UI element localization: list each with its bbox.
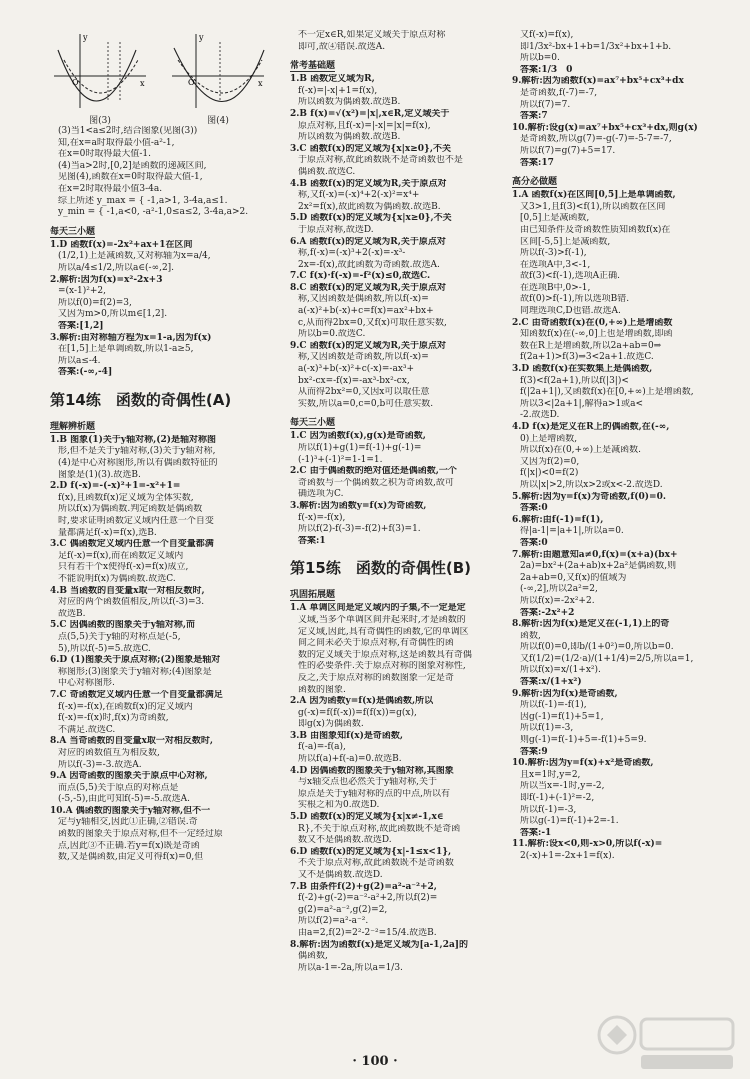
text-line: 又f(1/2)=(1/2·a)/(1+1/4)=2/5,所以a=1, (520, 653, 694, 664)
text-line: 故f(0)>f(-1),所以选项B错. (520, 294, 630, 305)
parabola-graph-4 (168, 30, 268, 114)
text-line: (-∞,2],所以2a²=2, (520, 584, 598, 595)
text-line: 同理选项C,D也错.故选A. (520, 306, 621, 317)
text-line: 在选项A中,3<-1, (520, 259, 591, 270)
text-line: 由已知条件及奇函数性质知函数f(x)在 (520, 224, 671, 235)
text-line: 2.D f(-x)=-(-x)²+1=-x²+1= (50, 481, 181, 492)
text-line: 函数的图象关于原点对称,但不一定经过原 (58, 829, 223, 840)
text-line: 7.C 奇函数定义域内任意一个自变量都满足 (50, 689, 223, 700)
text-line: 所以f(-3)=-3.故选A. (58, 759, 142, 770)
text-line: 称图形;(3)图象关于y轴对称;(4)图象是 (58, 666, 212, 677)
text-line: 点(5,5)关于y轴的对称点是(-5, (58, 631, 181, 642)
text-line: a(-x)³+b(-x)²+c(-x)=-ax³+ (298, 364, 415, 375)
text-line: 故选B. (58, 608, 86, 619)
text-line: 又因为m>0,所以m∈[1,2]. (58, 309, 168, 320)
text-line: 2x=-f(x),故此函数为奇函数.故选A. (298, 259, 440, 270)
answer-block (50, 240, 286, 379)
y-axis-label: y (199, 33, 204, 42)
text-line: 答案:[1,2] (58, 320, 104, 331)
text-line: 在[1,5]上是单调函数,所以1-a≥5, (58, 344, 194, 355)
text-line: 综上所述 y_max = { -1,a>1, 3-4a,a≤1. (58, 195, 228, 206)
text-line: 答案:-2x²+2 (520, 607, 575, 618)
text-line: f(3)<f(2a+1),所以f(|3|)< (520, 375, 629, 386)
text-line: 只有若干个x使得f(-x)=f(x)成立, (58, 562, 189, 573)
section-heading: 理解辨析题 (50, 419, 95, 433)
figure-row (50, 30, 286, 126)
parabola-graph-3 (50, 30, 150, 114)
text-line: 答案:9 (520, 746, 548, 757)
text-line: f(-a)=-f(a), (298, 742, 346, 753)
answer-block (512, 190, 740, 862)
text-line: f(-x)=-f(x),在函数f(x)的定义域内 (58, 701, 193, 712)
text-line: 函数的图象. (298, 684, 346, 695)
text-line: 所以f(7)=g(7)+5=17. (520, 145, 616, 156)
text-line: a(-x)²+b(-x)+c=f(x)=ax²+bx+ (298, 306, 434, 317)
chapter-title: 第14练 函数的奇偶性(A) (50, 390, 232, 409)
text-line: (-5,-5),由此可知f(-5)=-5.故选A. (58, 794, 190, 805)
text-line: 7.C f(x)·f(-x)=-f²(x)≤0,故选C. (290, 271, 431, 282)
text-line: 奇函数与一个偶函数之积为奇函数,故可 (298, 477, 454, 488)
text-line: 区间[-5,5]上是减函数, (520, 236, 611, 247)
text-line: 2x²=f(x),故此函数为偶函数.故选B. (298, 201, 441, 212)
text-line: 所以f(0)=f(2)=3, (58, 297, 132, 308)
text-line: 又3>1,且f(3)<f(1),所以函数在区间 (520, 201, 666, 212)
text-line: 确选项为C. (298, 489, 344, 500)
text-line: 8.C 函数f(x)的定义域为R,关于原点对 (290, 282, 447, 293)
text-line: 数,又是偶函数,由定义可得f(x)=0,但 (58, 852, 204, 863)
text-line: 2.C 由奇函数f(x)在(0,+∞)上是增函数 (512, 317, 673, 328)
text-line: 所以f(-1)=-3, (520, 804, 577, 815)
text-line: 3.解析:由对称轴方程为x=1-a,因为f(x) (50, 332, 212, 343)
text-line: 不一定x∈R,如果定义域关于原点对称 (298, 30, 446, 40)
text-line: 8.解析:因为函数f(x)是定义域为[a-1,2a]的 (290, 939, 469, 950)
text-line: 是奇函数,f(-7)=-7, (520, 87, 598, 98)
text-line: 1.C 因为函数f(x),g(x)是奇函数, (290, 431, 426, 442)
text-line: 实根之和为0.故选D. (298, 800, 380, 811)
text-line: 答案:7 (520, 111, 548, 122)
text-line: 点,因此③不正确.若y=f(x)既是奇函 (58, 840, 200, 851)
figure-4-caption: 图(4) (207, 116, 229, 126)
text-line: 9.解析:因为函数f(x)=ax⁷+bx⁵+cx³+dx (512, 76, 684, 87)
text-line: 所以f(x)=x/(1+x²). (520, 665, 601, 676)
text-line: 即1/3x²-bx+1+b=1/3x²+bx+1+b. (520, 41, 672, 52)
text-line: 又不是偶函数.故选D. (298, 870, 383, 880)
text-line: 3.C 偶函数定义域内任意一个自变量都满 (50, 539, 214, 550)
text-line: 4.B 当函数的自变量x取一对相反数时, (50, 585, 205, 596)
text-line: g(-x)=f(f(-x))=f(f(x))=g(x), (298, 707, 417, 718)
text-line: 4.B 函数f(x)的定义域为R,关于原点对 (290, 178, 447, 189)
text-line: 数在R上是增函数,所以2a+ab=0⇒ (520, 340, 662, 351)
text-line: 11.解析:设x<0,则-x>0,所以f(-x)= (512, 839, 663, 850)
answer-block (50, 435, 286, 864)
text-line: 中心对称图形. (58, 678, 115, 689)
text-line: f(x),且函数f(x)定义域为全体实数, (58, 492, 194, 503)
text-line: 因g(-1)=f(1)+5=1, (520, 711, 604, 722)
text-line: 所以a/4≤1/2,所以a∈(-∞,2]. (58, 262, 175, 273)
text-line: f(2a+1)>f(3)⇒3<2a+1.故选C. (520, 352, 654, 363)
text-line: (3)当1<a≤2时,结合图象(见图(3)) (58, 126, 198, 136)
answer-block (512, 30, 740, 169)
text-line: 2(-x)+1=-2x+1=f(x). (520, 850, 615, 861)
text-line: 2.解析:因为f(x)=x²-2x+3 (50, 274, 163, 285)
origin-label: O (72, 78, 79, 87)
text-line: 2a)=bx²+(2a+ab)x+2a²是偶函数,则 (520, 561, 677, 572)
text-line: 3.D 函数f(x)在实数集上是偶函数, (512, 364, 653, 375)
text-block (290, 30, 508, 53)
watermark-logo (595, 1005, 740, 1075)
text-line: 所以b=0.故选C. (298, 329, 366, 340)
text-line: 所以f(a)+f(-a)=0.故选B. (298, 754, 402, 765)
text-line: 与x轴交点也必然关于y轴对称,关于 (298, 777, 438, 788)
text-line: 知,在x=a时取得最小值-a²-1, (58, 137, 175, 148)
text-line: 5.D 函数f(x)的定义域为{x|x≥0},不关 (290, 213, 452, 224)
text-line: 4.D 因偶函数的图象关于y轴对称,其图象 (290, 765, 454, 776)
text-block (50, 126, 286, 219)
text-line: 答案:17 (520, 157, 554, 168)
text-line: 又因为f(2)=0, (520, 456, 580, 467)
text-line: 原点对称,且f(-x)=|-x|=|x|=f(x), (298, 120, 431, 131)
text-line: 不关于原点对称,故此函数既不是奇函数 (298, 858, 454, 869)
text-line: 答案:0 (520, 537, 548, 548)
figure-3-caption: 图(3) (89, 116, 111, 126)
text-line: f(-x)=|-x|+1=f(x), (298, 85, 378, 96)
text-line: 所以f(x)=-2x²+2. (520, 595, 595, 606)
text-line: 7.解析:由题意知a≠0,f(x)=(x+a)(bx+ (512, 549, 678, 560)
text-line: 定义域,因此,具有奇偶性的函数,它的单调区 (298, 626, 469, 637)
text-line: 不满足.故选C. (58, 724, 116, 735)
text-line: 对应的函数值互为相反数, (58, 747, 160, 758)
column-left (50, 30, 286, 1039)
text-line: 5.解析:因为y=f(x)为奇函数,f(0)=0. (512, 491, 666, 502)
text-line: 时,要求证明函数定义域内任意一个自变 (58, 516, 214, 527)
text-line: 从而得2bx²=0,又因x可以取任意 (298, 387, 430, 398)
text-line: 是奇函数,所以g(7)=-g(-7)=-5-7=-7, (520, 134, 672, 145)
text-line: 称,又因函数是奇函数,所以f(-x)= (298, 352, 429, 363)
text-line: bx²-cx=-f(x)=-ax³-bx²-cx, (298, 375, 410, 386)
text-line: f(|2a+1|),又函数f(x)在[0,+∞)上是增函数, (520, 387, 694, 398)
text-line: 6.A 函数f(x)的定义域为R,关于原点对 (290, 236, 446, 247)
text-line: g(2)=a²-a⁻²,g(2)=2, (298, 904, 388, 915)
x-axis-label: x (140, 79, 145, 88)
text-line: =(x-1)²+2, (58, 286, 106, 297)
text-line: 答案:(-∞,-4] (58, 367, 113, 378)
text-line: 6.D 函数f(x)的定义域为{x|-1≤x<1}, (290, 846, 452, 857)
text-line: 2.B f(x)=√(x²)=|x|,x∈R,定义域关于 (290, 108, 450, 119)
text-line: 所以函数为偶函数.故选B. (298, 132, 401, 143)
text-line: 由a=2,f(2)=2²-2⁻²=15/4.故选B. (298, 927, 437, 938)
text-line: 8.A 当奇函数的自变量x取一对相反数时, (50, 736, 214, 747)
text-line: 所以a-1=-2a,所以a=1/3. (298, 962, 403, 973)
text-line: 2.C 由于偶函数的绝对值还是偶函数,一个 (290, 466, 457, 477)
text-line: 定与y轴相交,因此①正确,②错误.奇 (58, 817, 198, 828)
text-line: 8.解析:因为f(x)是定义在(-1,1)上的奇 (512, 619, 670, 630)
text-line: 0)上是增函数, (520, 433, 578, 444)
text-line: 所以f(x)在(0,+∞)上是减函数. (520, 445, 641, 456)
text-line: 原点是关于y轴对称的点的中点,所以有 (298, 788, 450, 799)
section-heading: 常考基础题 (290, 58, 335, 72)
text-line: 偶函数, (298, 951, 328, 962)
text-line: (4)当a>2时,[0,2]是函数的递减区间, (58, 160, 207, 171)
text-line: 得|a-1|=|a+1|,所以a=0. (520, 526, 624, 537)
text-line: 6.解析:由f(-1)=f(1), (512, 514, 604, 525)
text-line: 答案:1 (298, 535, 326, 546)
figure-4 (168, 30, 268, 126)
text-line: 所以f(1)+g(1)=f(-1)+g(-1)= (298, 443, 422, 453)
text-line: c,从而得2bx=0,又f(x)可取任意实数, (298, 317, 447, 328)
text-line: 于原点对称,故选D. (298, 224, 374, 235)
answer-block (290, 431, 508, 547)
text-line: 则g(-1)=f(-1)+5=-f(1)+5=9. (520, 735, 647, 746)
y-axis-label: y (83, 33, 88, 42)
text-line: 1.B 函数定义域为R, (290, 74, 375, 85)
text-line: (4)是中心对称图形,所以有偶函数特征的 (58, 458, 218, 469)
text-line: 5.D 函数f(x)的定义域为{x|x≠-1,x∈ (290, 812, 444, 823)
text-line: 知函数f(x)在(-∞,0]上也是增函数,即函 (520, 329, 673, 340)
text-line: 在x=2时取得最小值3-4a. (58, 183, 163, 194)
text-line: (-1)³+(-1)²=1-1=1. (298, 454, 383, 465)
section-heading: 每天三小题 (50, 224, 95, 238)
text-line: 又f(-x)=f(x), (520, 30, 574, 40)
text-line: 9.C 函数f(x)的定义域为R,关于原点对 (290, 340, 447, 351)
text-line: 所以f(1)=-3, (520, 723, 574, 734)
section-heading: 巩固拓展题 (290, 587, 335, 601)
text-line: 所以f(7)=7. (520, 99, 571, 110)
text-line: 3.B 由图象知f(x)是奇函数, (290, 730, 404, 741)
text-line: 4.D f(x)是定义在R上的偶函数,在(-∞, (512, 422, 670, 432)
text-line: 2a+ab=0,又f(x)的值域为 (520, 572, 627, 583)
text-line: f(-x)=-f(x)时,f(x)为奇函数, (58, 713, 169, 724)
text-line: 所以a≤-4. (58, 355, 101, 366)
answer-block (290, 603, 508, 974)
text-line: 所以b=0. (520, 53, 560, 64)
text-line: 所以f(0)=0,即b/(1+0²)=0,所以b=0. (520, 642, 674, 653)
page-number: · 100 · (352, 1054, 398, 1069)
text-line: 9.A 因奇函数的图象关于原点中心对称, (50, 771, 208, 782)
x-axis-label: x (258, 79, 263, 88)
origin-label: O (188, 78, 195, 87)
text-line: 称,又f(-x)=(-x)⁴+2(-x)²=x⁴+ (298, 190, 420, 201)
text-line: 量都满足f(-x)=f(x),选B. (58, 527, 157, 538)
text-line: 图象是(1)(3).故选B. (58, 469, 141, 480)
text-line: 形,但不是关于y轴对称,(3)关于y轴对称, (58, 446, 216, 457)
text-line: 答案:-1 (520, 827, 552, 838)
text-line: 称,f(-x)=(-x)³+2(-x)=-x³- (298, 248, 406, 259)
text-line: 所以3<|2a+1|,解得a>1或a< (520, 398, 644, 409)
text-line: 所以函数为偶函数.故选B. (298, 97, 401, 108)
text-line: 所以|x|>2,所以x>2或x<-2.故选D. (520, 479, 663, 490)
text-line: 义域,当多个单调区间并起来时,才是函数的 (298, 614, 466, 625)
text-line: 5),所以f(-5)=5.故选C. (58, 643, 151, 654)
text-line: 即g(x)为偶函数. (298, 719, 364, 730)
text-line: 1.A 单调区间是定义域内的子集,不一定是定 (290, 603, 466, 614)
text-line: 3.C 函数f(x)的定义域为{x|x≥0},不关 (290, 143, 451, 154)
section-heading: 每天三小题 (290, 415, 335, 429)
text-line: 足f(-x)=f(x),而在函数定义域内 (58, 550, 184, 561)
text-line: 6.D (1)图象关于原点对称;(2)图象是轴对 (50, 655, 221, 666)
text-line: (1/2,1)上是减函数,又对称轴为x=a/4, (58, 251, 211, 262)
text-line: 9.解析:因为f(x)是奇函数, (512, 688, 618, 699)
section-heading: 高分必做题 (512, 174, 557, 188)
chapter-title: 第15练 函数的奇偶性(B) (290, 559, 472, 578)
text-line: 所以f(2)-f(-3)=-f(2)+f(3)=1. (298, 524, 421, 535)
text-line: y_min = { -1,a<0, -a²-1,0≤a≤2, 3-4a,a>2. (58, 207, 249, 218)
text-line: R},不关于原点对称,故此函数既不是奇函 (298, 823, 461, 834)
text-line: 数又不是偶函数.故选D. (298, 835, 392, 846)
text-line: 在x=0时取得最大值-1. (58, 149, 151, 160)
text-line: 1.D 函数f(x)=-2x²+ax+1在区间 (50, 239, 193, 250)
text-line: 所以f(x)为偶函数.判定函数是偶函数 (58, 504, 203, 515)
text-line: 1.A 函数f(x)在区间[0,5]上是单调函数, (512, 190, 676, 201)
text-line: 即可,故④错误.故选A. (298, 41, 386, 52)
text-line: 答案:x/(1+x²) (520, 677, 582, 688)
text-line: 偶函数.故选C. (298, 166, 356, 177)
text-line: 所以g(-1)=f(-1)+2=-1. (520, 816, 619, 827)
text-line: 故f(3)<f(-1),选项A正确. (520, 271, 620, 282)
text-line: [0,5]上是减函数, (520, 213, 590, 224)
text-line: 反之,关于原点对称的函数图象一定是奇 (298, 672, 454, 683)
text-line: 对应的两个函数值相反,所以f(-3)=3. (58, 597, 205, 608)
text-line: 所以f(-1)=-f(1), (520, 700, 587, 711)
text-line: 5.C 因偶函数的图象关于y轴对称,而 (50, 620, 196, 631)
text-line: 所以f(2)=a²-a⁻². (298, 916, 369, 927)
answer-block (290, 74, 508, 410)
text-line: 而点(5,5)关于原点的对称点是 (58, 782, 179, 793)
text-line: 所以当x=-1时,y=-2, (520, 781, 605, 792)
text-line: 即f(-1)+(-1)²=-2, (520, 793, 595, 803)
text-line: 2.A 因为函数y=f(x)是偶函数,所以 (290, 696, 434, 707)
text-line: 不能说明f(x)为偶函数.故选C. (58, 574, 176, 584)
text-line: 10.A 偶函数的图象关于y轴对称,但不一 (50, 805, 211, 816)
text-line: 10.解析:因为y=f(x)+x²是奇函数, (512, 758, 654, 769)
text-line: 称,又因函数是偶函数,所以f(-x)= (298, 294, 429, 305)
text-line: 答案:1/3 0 (520, 64, 573, 75)
text-line: 函数, (520, 630, 541, 641)
text-line: 答案:0 (520, 503, 548, 514)
text-line: 且x=1时,y=2, (520, 769, 581, 780)
text-line: 3.解析:因为函数y=f(x)为奇函数, (290, 500, 427, 511)
column-middle (290, 30, 508, 1039)
text-line: 性的必要条件.关于原点对称的图象对称性, (298, 661, 466, 672)
text-line: 见图(4),函数在x=0时取得最大值-1, (58, 172, 203, 183)
text-line: 1.B 图象(1)关于y轴对称,(2)是轴对称图 (50, 434, 217, 445)
text-line: -2.故选D. (520, 410, 560, 421)
text-line: f(|x|)<0=f(2) (520, 468, 579, 479)
text-line: 10.解析:设g(x)=ax⁷+bx⁵+cx³+dx,则g(x) (512, 122, 698, 133)
column-right (512, 30, 740, 1039)
text-line: 实数,所以a=0,c=0,b可任意实数. (298, 398, 434, 409)
text-line: 所以f(-3)>f(-1), (520, 248, 587, 259)
text-line: 数的定义域关于原点对称,这是函数具有奇偶 (298, 649, 472, 660)
text-line: 在选项B中,0>-1, (520, 282, 591, 293)
text-line: 7.B 由条件f(2)+g(2)=a²-a⁻²+2, (290, 881, 437, 892)
text-line: 于原点对称,故此函数既不是奇函数也不是 (298, 155, 463, 166)
text-line: 间之间未必关于原点对称,有奇偶性的函 (298, 638, 454, 649)
text-line: f(-2)+g(-2)=a⁻²-a²+2,所以f(2)= (298, 893, 438, 904)
figure-3 (50, 30, 150, 126)
text-line: f(-x)=-f(x), (298, 512, 346, 523)
